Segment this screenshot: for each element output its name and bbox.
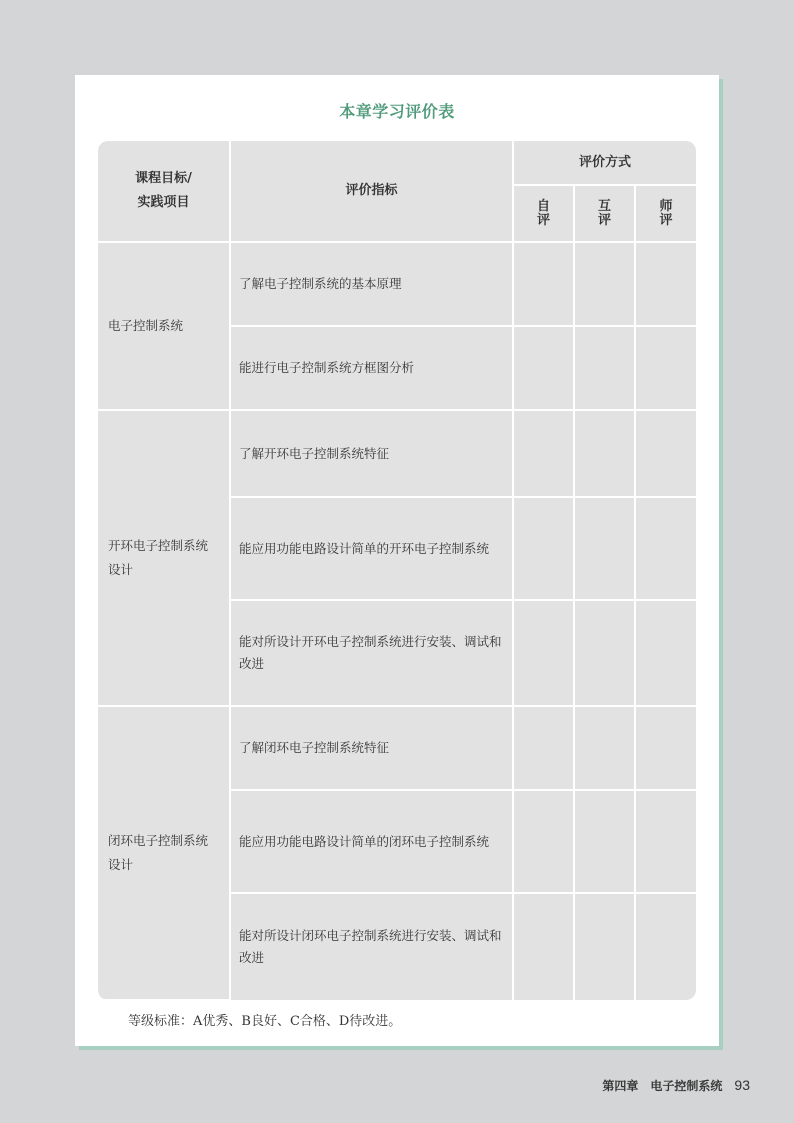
header-self [513, 185, 574, 242]
indicator-label: 能应用功能电路设计简单的开环电子控制系统 [239, 540, 490, 556]
evaluation-table [98, 141, 696, 1000]
goal-cell [98, 706, 230, 1000]
indicator-label: 了解闭环电子控制系统特征 [239, 740, 390, 755]
table-row [98, 706, 696, 790]
indicator-cell [230, 242, 513, 326]
teacher-eval-cell[interactable] [635, 706, 696, 790]
indicator-label: 了解开环电子控制系统特征 [239, 445, 390, 461]
peer-eval-cell[interactable] [574, 893, 635, 1000]
table-row [98, 410, 696, 497]
indicator-cell [230, 326, 513, 410]
header-teacher-label: 师评 [659, 198, 673, 228]
teacher-eval-cell[interactable] [635, 600, 696, 706]
self-eval-cell[interactable] [513, 790, 574, 893]
indicator-label: 能对所设计闭环电子控制系统进行安装、调试和改进 [239, 928, 502, 965]
table-row [98, 242, 696, 326]
header-method [513, 141, 696, 185]
teacher-eval-cell[interactable] [635, 893, 696, 1000]
page-footer [602, 1077, 750, 1094]
goal-cell [98, 410, 230, 706]
peer-eval-cell[interactable] [574, 790, 635, 893]
self-eval-cell[interactable] [513, 326, 574, 410]
header-goal-label: 课程目标/ 实践项目 [135, 171, 192, 210]
goal-label: 闭环电子控制系统设计 [108, 833, 209, 872]
self-eval-cell[interactable] [513, 242, 574, 326]
peer-eval-cell[interactable] [574, 410, 635, 497]
goal-label: 电子控制系统 [108, 318, 184, 333]
footer-chapter-title: 电子控制系统 [650, 1079, 723, 1093]
goal-label: 开环电子控制系统设计 [108, 538, 209, 577]
evaluation-card [75, 75, 719, 1046]
peer-eval-cell[interactable] [574, 706, 635, 790]
header-indicator-label: 评价指标 [345, 183, 398, 198]
teacher-eval-cell[interactable] [635, 497, 696, 600]
header-teacher [635, 185, 696, 242]
self-eval-cell[interactable] [513, 600, 574, 706]
indicator-cell [230, 600, 513, 706]
peer-eval-cell[interactable] [574, 242, 635, 326]
indicator-cell [230, 790, 513, 893]
footer-chapter: 第四章 [602, 1079, 639, 1093]
self-eval-cell[interactable] [513, 497, 574, 600]
indicator-label: 能对所设计开环电子控制系统进行安装、调试和改进 [239, 634, 502, 671]
indicator-label: 能应用功能电路设计简单的闭环电子控制系统 [239, 833, 490, 849]
teacher-eval-cell[interactable] [635, 410, 696, 497]
self-eval-cell[interactable] [513, 706, 574, 790]
header-method-label: 评价方式 [578, 154, 631, 170]
self-eval-cell[interactable] [513, 893, 574, 1000]
grading-note: 等级标准：A优秀、B良好、C合格、D待改进。 [128, 1014, 402, 1029]
self-eval-cell[interactable] [513, 410, 574, 497]
teacher-eval-cell[interactable] [635, 242, 696, 326]
header-goal [98, 141, 230, 242]
teacher-eval-cell[interactable] [635, 326, 696, 410]
peer-eval-cell[interactable] [574, 326, 635, 410]
indicator-cell [230, 497, 513, 600]
indicator-cell [230, 410, 513, 497]
peer-eval-cell[interactable] [574, 600, 635, 706]
header-indicator [230, 141, 513, 242]
peer-eval-cell[interactable] [574, 497, 635, 600]
header-peer [574, 185, 635, 242]
page-number: 93 [734, 1077, 750, 1093]
indicator-label: 能进行电子控制系统方框图分析 [239, 360, 415, 375]
teacher-eval-cell[interactable] [635, 790, 696, 893]
indicator-cell [230, 893, 513, 1000]
goal-cell [98, 242, 230, 410]
page-title: 本章学习评价表 [339, 102, 455, 121]
indicator-label: 了解电子控制系统的基本原理 [239, 276, 402, 291]
indicator-cell [230, 706, 513, 790]
header-self-label: 自评 [536, 198, 550, 228]
header-peer-label: 互评 [597, 198, 611, 228]
